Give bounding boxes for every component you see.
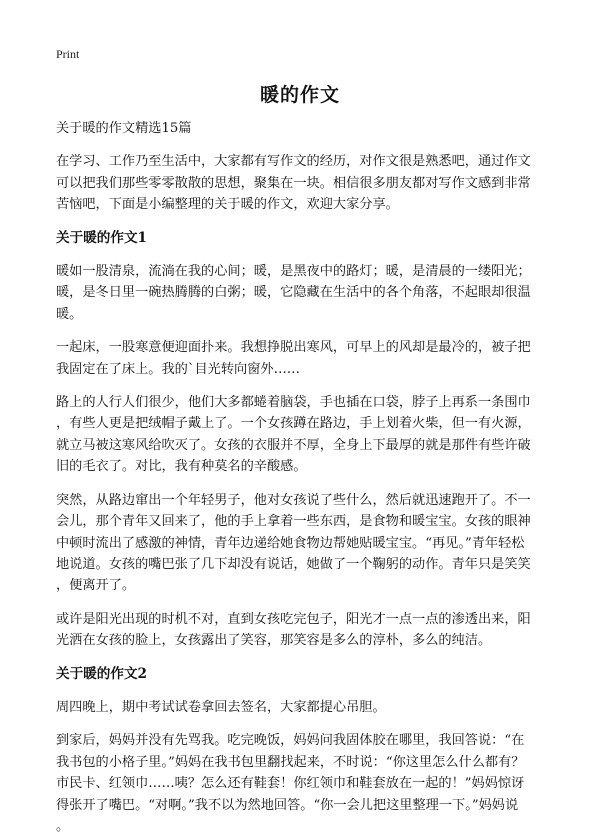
paragraph-line: 光洒在女孩的脸上，女孩露出了笑容，那笑容是多么的淳朴，多么的纯洁。 [56, 633, 492, 649]
paragraph-line: ，便离开了。 [56, 578, 136, 594]
paragraph-line: 路上的人行人们很少，他们大多都蜷着脑袋，手也插在口袋，脖子上再系一条围巾 [56, 395, 531, 411]
paragraph-line: 一起床，一股寒意便迎面扑来。我想挣脱出寒风，可早上的风却是最冷的，被子把 [56, 340, 531, 356]
paragraph [56, 261, 546, 325]
paragraph-spacer [56, 652, 546, 664]
paragraph-spacer [56, 325, 546, 337]
heading-text: 关于暖的作文1 [56, 229, 148, 246]
paragraph [56, 337, 546, 380]
paragraph-line: 暖，是冬日里一碗热腾腾的白粥；暖，它隐藏在生活中的各个角落，不起眼却很温 [56, 285, 531, 301]
document-title: 暖的作文 [259, 84, 340, 106]
paragraph [56, 730, 546, 837]
paragraph-line: 。 [56, 818, 70, 834]
paragraph-spacer [56, 249, 546, 261]
document-body [56, 118, 546, 837]
paragraph-line: 会儿，那个青年又回来了，他的手上拿着一些东西，是食物和暖宝宝。女孩的眼神 [56, 514, 531, 530]
paragraph-line: 我书包的小格子里。”妈妈在我书包里翻找起来，不时说：“你这里怎么什么都有？ [56, 754, 525, 770]
section-heading [56, 228, 546, 249]
paragraph-spacer [56, 718, 546, 730]
paragraph-spacer [56, 685, 546, 697]
paragraph-line: 到家后，妈妈并没有先骂我。吃完晚饭，妈妈问我固体胶在哪里，我回答说：“在 [56, 733, 525, 749]
heading-text: 关于暖的作文2 [56, 665, 148, 682]
paragraph-line: 旧的毛衣了。对比，我有种莫名的辛酸感。 [56, 459, 307, 475]
paragraph-line: 市民卡、红领巾……咦？怎么还有鞋套！你红领巾和鞋套放在一起的！”妈妈惊讶 [56, 776, 525, 792]
paragraph [56, 118, 546, 139]
paragraph [56, 151, 546, 215]
paragraph-spacer [56, 478, 546, 490]
paragraph-line: 周四晚上，期中考试试卷拿回去签名，大家都提心吊胆。 [56, 699, 386, 715]
paragraph [56, 609, 546, 652]
paragraph-line: 或许是阳光出现的时机不对，直到女孩吃完包子，阳光才一点一点的渗透出来，阳 [56, 611, 531, 627]
paragraph [56, 392, 546, 478]
paragraph-line: 在学习、工作乃至生活中，大家都有写作文的经历，对作文很是熟悉吧，通过作文 [56, 154, 531, 170]
paragraph-spacer [56, 597, 546, 609]
paragraph-line: 暖。 [56, 306, 83, 322]
paragraph-line: 突然，从路边窜出一个年轻男子，他对女孩说了些什么，然后就迅速跑开了。不一 [56, 492, 531, 508]
paragraph-line: 可以把我们那些零零散散的思想，聚集在一块。相信很多朋友都对写作文感到非常 [56, 175, 531, 191]
paragraph-line: 就立马被这寒风给吹灭了。女孩的衣服并不厚，全身上下最厚的就是那件有些许破 [56, 437, 531, 453]
paragraph-spacer [56, 216, 546, 228]
section-heading [56, 664, 546, 685]
paragraph-spacer [56, 139, 546, 151]
paragraph [56, 490, 546, 597]
paragraph-line: 关于暖的作文精选15篇 [56, 121, 192, 136]
paragraph [56, 697, 546, 718]
paragraph-line: 地说道。女孩的嘴巴张了几下却没有说话，她做了一个鞠躬的动作。青年只是笑笑 [56, 556, 531, 572]
paragraph-line: 苦恼吧，下面是小编整理的关于暖的作文，欢迎大家分享。 [56, 197, 399, 213]
paragraph-line: 暖如一股清泉，流淌在我的心间；暖，是黑夜中的路灯；暖，是清晨的一缕阳光； [56, 264, 531, 280]
paragraph-line: 中顿时流出了感激的神情，青年边递给她食物边帮她贴暖宝宝。“再见。”青年轻松 [56, 535, 525, 551]
print-label[interactable]: Print [56, 47, 80, 61]
paragraph-line: 我固定在了床上。我的`目光转向窗外…… [56, 361, 300, 377]
paragraph-line: ，有些人更是把绒帽子戴上了。一个女孩蹲在路边，手上划着火柴，但一有火源， [56, 416, 531, 432]
paragraph-line: 得张开了嘴巴。“对啊。”我不以为然地回答。“你一会儿把这里整理一下。”妈妈说 [56, 797, 519, 813]
paragraph-spacer [56, 380, 546, 392]
